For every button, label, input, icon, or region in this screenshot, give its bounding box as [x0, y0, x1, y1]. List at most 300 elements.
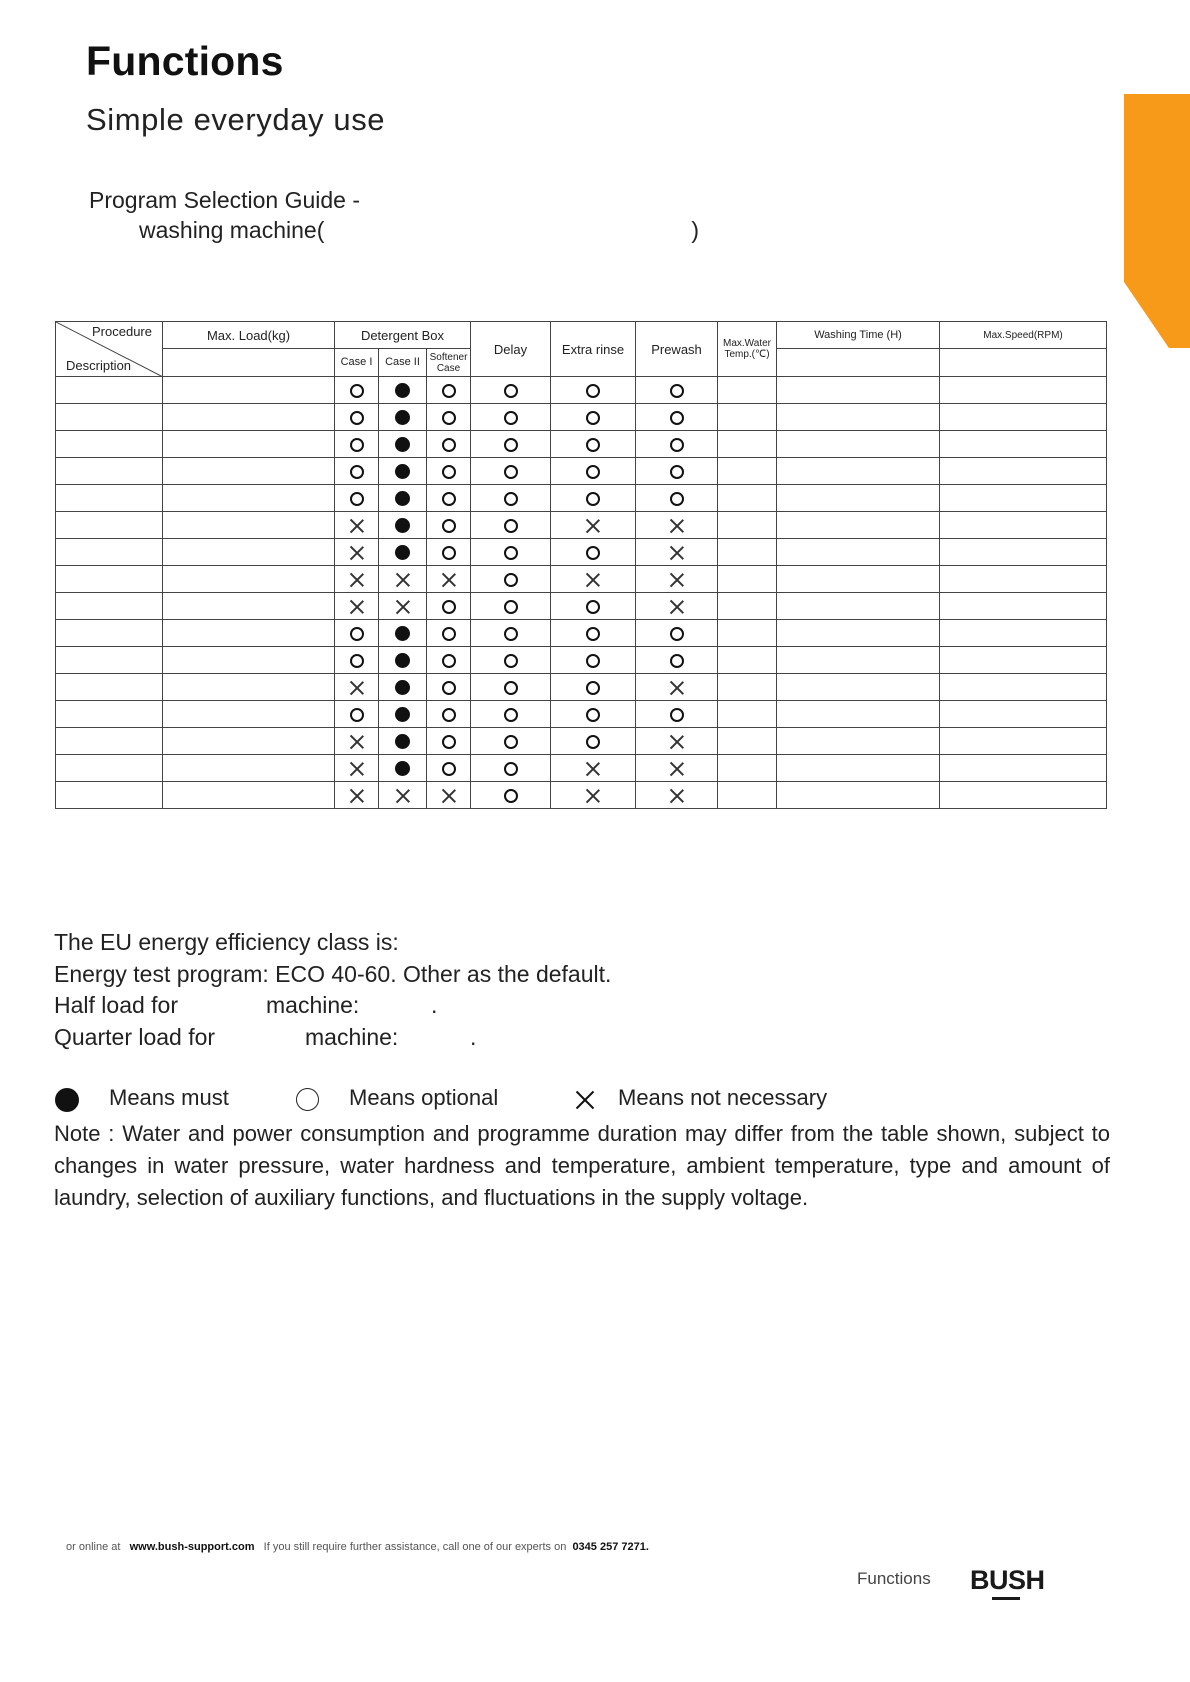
- delay-cell: [471, 701, 551, 728]
- prewash-cell: [636, 593, 718, 620]
- energy-class-line: The EU energy efficiency class is:: [54, 929, 399, 955]
- open-circle-icon: [504, 492, 518, 506]
- open-circle-icon: [586, 492, 600, 506]
- max-load-cell: [163, 620, 335, 647]
- open-circle-icon: [586, 681, 600, 695]
- case1-cell: [335, 539, 379, 566]
- delay-cell: [471, 620, 551, 647]
- case1-cell: [335, 458, 379, 485]
- delay-cell: [471, 593, 551, 620]
- max-speed-cell: [940, 539, 1107, 566]
- open-circle-icon: [670, 438, 684, 452]
- open-circle-icon: [350, 411, 364, 425]
- delay-cell: [471, 566, 551, 593]
- table-row: [56, 458, 1107, 485]
- filled-dot-icon: [395, 410, 410, 425]
- table-row: [56, 647, 1107, 674]
- filled-dot-icon: [395, 491, 410, 506]
- half-load-machine-label: machine:: [266, 992, 360, 1018]
- open-circle-icon: [350, 438, 364, 452]
- open-circle-icon: [586, 600, 600, 614]
- prewash-cell: [636, 728, 718, 755]
- prewash-cell: [636, 701, 718, 728]
- consumption-note: Note : Water and power consumption and programme duration may differ from the table shown, subject to changes in water pressure, water hardness and temperature, ambient temperature, type and amount of laundry, selection of auxiliary functions, and fluctuations in the supply voltage.: [54, 1121, 1110, 1210]
- delay-cell: [471, 485, 551, 512]
- cross-icon: [670, 789, 684, 803]
- filled-dot-icon: [395, 653, 410, 668]
- max-load-cell: [163, 539, 335, 566]
- open-circle-icon: [350, 627, 364, 641]
- open-circle-icon: [350, 708, 364, 722]
- open-circle-icon: [350, 654, 364, 668]
- max-speed-cell: [940, 647, 1107, 674]
- filled-dot-icon: [395, 464, 410, 479]
- max-load-cell: [163, 728, 335, 755]
- case2-cell: [379, 431, 427, 458]
- extra-rinse-cell: [551, 431, 636, 458]
- cross-icon: [350, 546, 364, 560]
- open-circle-icon: [670, 465, 684, 479]
- header-case-2: Case II: [379, 349, 427, 377]
- cross-icon: [396, 600, 410, 614]
- cross-icon: [670, 519, 684, 533]
- prewash-cell: [636, 404, 718, 431]
- extra-rinse-cell: [551, 566, 636, 593]
- page-subtitle: Simple everyday use: [86, 102, 386, 137]
- max-load-cell: [163, 701, 335, 728]
- open-circle-icon: [442, 762, 456, 776]
- section-tab-marker: [1124, 94, 1190, 348]
- washing-time-cell: [777, 647, 940, 674]
- extra-rinse-cell: [551, 701, 636, 728]
- max-load-cell: [163, 647, 335, 674]
- washing-time-cell: [777, 620, 940, 647]
- case1-cell: [335, 593, 379, 620]
- half-load-period: .: [431, 992, 438, 1018]
- max-load-cell: [163, 431, 335, 458]
- max-temp-cell: [718, 431, 777, 458]
- max-load-cell: [163, 458, 335, 485]
- table-row: [56, 755, 1107, 782]
- table-row: [56, 701, 1107, 728]
- description-cell: [56, 620, 163, 647]
- corner-procedure-label: Procedure: [92, 324, 152, 339]
- washing-time-cell: [777, 431, 940, 458]
- max-load-cell: [163, 512, 335, 539]
- table-row: [56, 782, 1107, 809]
- quarter-load-period: .: [470, 1023, 477, 1050]
- filled-dot-icon: [395, 545, 410, 560]
- case2-cell: [379, 755, 427, 782]
- max-speed-cell: [940, 512, 1107, 539]
- delay-cell: [471, 377, 551, 404]
- max-speed-cell: [940, 485, 1107, 512]
- prewash-cell: [636, 620, 718, 647]
- extra-rinse-cell: [551, 728, 636, 755]
- table-row: [56, 620, 1107, 647]
- table-row: [56, 377, 1107, 404]
- prewash-cell: [636, 512, 718, 539]
- extra-rinse-cell: [551, 782, 636, 809]
- max-temp-cell: [718, 728, 777, 755]
- open-circle-icon: [442, 384, 456, 398]
- footer-support-link[interactable]: www.bush-support.com: [129, 1541, 255, 1553]
- open-circle-icon: [504, 519, 518, 533]
- open-circle-icon: [670, 708, 684, 722]
- max-temp-cell: [718, 485, 777, 512]
- open-circle-icon: [504, 600, 518, 614]
- open-circle-icon: [504, 735, 518, 749]
- open-circle-icon: [442, 708, 456, 722]
- open-circle-icon: [504, 708, 518, 722]
- cross-icon: [670, 573, 684, 587]
- washing-time-cell: [777, 701, 940, 728]
- filled-dot-icon: [395, 680, 410, 695]
- case1-cell: [335, 647, 379, 674]
- cross-icon: [586, 762, 600, 776]
- footer-section-name: Functions: [857, 1569, 931, 1588]
- open-circle-icon: [504, 546, 518, 560]
- max-speed-cell: [940, 782, 1107, 809]
- softener-cell: [427, 404, 471, 431]
- extra-rinse-cell: [551, 485, 636, 512]
- cross-icon: [670, 546, 684, 560]
- table-row: [56, 512, 1107, 539]
- case1-cell: [335, 674, 379, 701]
- header-delay: Delay: [471, 322, 551, 377]
- description-cell: [56, 431, 163, 458]
- cross-icon: [576, 1091, 594, 1109]
- max-speed-cell: [940, 701, 1107, 728]
- delay-cell: [471, 647, 551, 674]
- max-temp-cell: [718, 377, 777, 404]
- open-circle-icon: [586, 438, 600, 452]
- max-temp-cell: [718, 701, 777, 728]
- case1-cell: [335, 566, 379, 593]
- footer-support-line: [66, 1541, 649, 1553]
- table-row: [56, 674, 1107, 701]
- max-temp-cell: [718, 404, 777, 431]
- brand-name: BUSH: [970, 1565, 1045, 1595]
- corner-header: [56, 322, 163, 377]
- open-circle-icon: [442, 492, 456, 506]
- washing-time-cell: [777, 458, 940, 485]
- max-speed-cell: [940, 620, 1107, 647]
- case1-cell: [335, 620, 379, 647]
- extra-rinse-cell: [551, 539, 636, 566]
- header-max-speed-blank: [940, 349, 1107, 377]
- open-circle-icon: [442, 546, 456, 560]
- case2-cell: [379, 647, 427, 674]
- description-cell: [56, 647, 163, 674]
- header-max-load-blank: [163, 349, 335, 377]
- prewash-cell: [636, 431, 718, 458]
- open-circle-icon: [442, 681, 456, 695]
- open-circle-icon: [670, 384, 684, 398]
- softener-cell: [427, 377, 471, 404]
- filled-dot-icon: [395, 761, 410, 776]
- open-circle-icon: [442, 735, 456, 749]
- energy-info: [54, 927, 611, 1053]
- open-circle-icon: [350, 384, 364, 398]
- description-cell: [56, 404, 163, 431]
- cross-icon: [350, 573, 364, 587]
- open-circle-icon: [504, 789, 518, 803]
- description-cell: [56, 458, 163, 485]
- header-max-speed: Max.Speed(RPM): [940, 322, 1107, 349]
- open-circle-icon: [504, 654, 518, 668]
- case2-cell: [379, 512, 427, 539]
- max-speed-cell: [940, 566, 1107, 593]
- case2-cell: [379, 458, 427, 485]
- open-circle-icon: [504, 681, 518, 695]
- cross-icon: [670, 681, 684, 695]
- cross-icon: [350, 762, 364, 776]
- header-prewash: Prewash: [636, 322, 718, 377]
- washing-time-cell: [777, 755, 940, 782]
- open-circle-icon: [350, 492, 364, 506]
- softener-cell: [427, 566, 471, 593]
- open-circle-icon: [504, 573, 518, 587]
- open-circle-icon: [504, 384, 518, 398]
- guide-line-2-text: washing machine(: [139, 217, 325, 243]
- extra-rinse-cell: [551, 674, 636, 701]
- filled-dot-icon: [395, 626, 410, 641]
- open-circle-icon: [442, 627, 456, 641]
- case2-cell: [379, 620, 427, 647]
- open-circle-icon: [504, 438, 518, 452]
- max-speed-cell: [940, 377, 1107, 404]
- cross-icon: [442, 789, 456, 803]
- extra-rinse-cell: [551, 377, 636, 404]
- max-temp-cell: [718, 566, 777, 593]
- description-cell: [56, 485, 163, 512]
- delay-cell: [471, 458, 551, 485]
- max-load-cell: [163, 782, 335, 809]
- extra-rinse-cell: [551, 755, 636, 782]
- open-circle-icon: [586, 708, 600, 722]
- open-circle-icon: [670, 411, 684, 425]
- footer-phone: 0345 257 7271.: [572, 1541, 649, 1553]
- table-body: [56, 377, 1107, 809]
- energy-test-program-line: Energy test program: ECO 40-60. Other as the default.: [54, 960, 612, 987]
- open-circle-icon: [442, 465, 456, 479]
- case2-cell: [379, 485, 427, 512]
- delay-cell: [471, 512, 551, 539]
- legend-not-necessary: Means not necessary: [618, 1085, 828, 1110]
- header-washing-time: Washing Time (H): [777, 322, 940, 349]
- quarter-load-line: [54, 1022, 611, 1054]
- max-temp-cell: [718, 620, 777, 647]
- prewash-cell: [636, 782, 718, 809]
- washing-time-cell: [777, 593, 940, 620]
- open-circle-icon: [586, 411, 600, 425]
- cross-icon: [442, 573, 456, 587]
- open-circle-icon: [442, 411, 456, 425]
- table-row: [56, 431, 1107, 458]
- guide-line-1: Program Selection Guide -: [89, 187, 361, 213]
- extra-rinse-cell: [551, 458, 636, 485]
- filled-dot-icon: [395, 707, 410, 722]
- softener-cell: [427, 431, 471, 458]
- program-selection-table: [55, 321, 1107, 809]
- prewash-cell: [636, 566, 718, 593]
- softener-cell: [427, 674, 471, 701]
- filled-dot-icon: [395, 383, 410, 398]
- half-load-label: Half load for: [54, 992, 179, 1018]
- prewash-cell: [636, 647, 718, 674]
- max-speed-cell: [940, 728, 1107, 755]
- cross-icon: [670, 600, 684, 614]
- max-temp-cell: [718, 782, 777, 809]
- extra-rinse-cell: [551, 404, 636, 431]
- brand-logo: [970, 1565, 1045, 1596]
- table-row: [56, 404, 1107, 431]
- prewash-cell: [636, 485, 718, 512]
- program-guide-heading: [89, 185, 699, 245]
- delay-cell: [471, 674, 551, 701]
- header-max-load: Max. Load(kg): [163, 322, 335, 349]
- softener-cell: [427, 512, 471, 539]
- quarter-load-machine-label: machine:: [305, 1023, 399, 1050]
- description-cell: [56, 593, 163, 620]
- case2-cell: [379, 674, 427, 701]
- softener-cell: [427, 728, 471, 755]
- cross-icon: [586, 789, 600, 803]
- prewash-cell: [636, 674, 718, 701]
- table-row: [56, 485, 1107, 512]
- symbol-legend: [54, 1085, 954, 1115]
- max-load-cell: [163, 377, 335, 404]
- delay-cell: [471, 539, 551, 566]
- max-temp-cell: [718, 593, 777, 620]
- case2-cell: [379, 782, 427, 809]
- header-extra-rinse: Extra rinse: [551, 322, 636, 377]
- description-cell: [56, 566, 163, 593]
- max-temp-cell: [718, 512, 777, 539]
- case2-cell: [379, 377, 427, 404]
- footer-assistance-text: If you still require further assistance, call one of our experts on: [263, 1541, 567, 1553]
- washing-time-cell: [777, 674, 940, 701]
- softener-cell: [427, 701, 471, 728]
- open-circle-icon: [442, 438, 456, 452]
- header-case-1: Case I: [335, 349, 379, 377]
- open-circle-icon: [670, 627, 684, 641]
- cross-icon: [586, 573, 600, 587]
- washing-time-cell: [777, 377, 940, 404]
- extra-rinse-cell: [551, 620, 636, 647]
- case1-cell: [335, 485, 379, 512]
- washing-time-cell: [777, 404, 940, 431]
- open-circle-icon: [350, 465, 364, 479]
- max-speed-cell: [940, 593, 1107, 620]
- page-title: Functions: [86, 38, 284, 84]
- softener-cell: [427, 755, 471, 782]
- max-load-cell: [163, 674, 335, 701]
- cross-icon: [396, 573, 410, 587]
- delay-cell: [471, 755, 551, 782]
- case2-cell: [379, 728, 427, 755]
- open-circle-icon: [670, 492, 684, 506]
- open-circle-icon: [586, 546, 600, 560]
- open-circle-icon: [442, 654, 456, 668]
- max-load-cell: [163, 404, 335, 431]
- cross-icon: [350, 681, 364, 695]
- table-row: [56, 566, 1107, 593]
- cross-icon: [670, 762, 684, 776]
- washing-time-cell: [777, 566, 940, 593]
- max-speed-cell: [940, 674, 1107, 701]
- cross-icon: [396, 789, 410, 803]
- guide-line-2: [139, 215, 699, 245]
- delay-cell: [471, 728, 551, 755]
- washing-time-cell: [777, 728, 940, 755]
- open-circle-icon: [504, 465, 518, 479]
- description-cell: [56, 512, 163, 539]
- washing-time-cell: [777, 539, 940, 566]
- corner-description-label: Description: [66, 358, 132, 373]
- case2-cell: [379, 701, 427, 728]
- softener-cell: [427, 647, 471, 674]
- legend-must: Means must: [109, 1085, 229, 1110]
- case2-cell: [379, 566, 427, 593]
- case1-cell: [335, 431, 379, 458]
- extra-rinse-cell: [551, 512, 636, 539]
- filled-dot-icon: [395, 518, 410, 533]
- description-cell: [56, 674, 163, 701]
- description-cell: [56, 782, 163, 809]
- open-circle-icon: [586, 627, 600, 641]
- max-temp-cell: [718, 539, 777, 566]
- open-circle-icon: [586, 465, 600, 479]
- cross-icon: [350, 600, 364, 614]
- max-speed-cell: [940, 458, 1107, 485]
- header-softener-case: Softener Case: [427, 349, 471, 377]
- header-detergent-box: Detergent Box: [335, 322, 471, 349]
- softener-cell: [427, 620, 471, 647]
- open-circle-icon: [504, 762, 518, 776]
- open-circle-icon: [586, 384, 600, 398]
- description-cell: [56, 755, 163, 782]
- description-cell: [56, 539, 163, 566]
- washing-time-cell: [777, 512, 940, 539]
- extra-rinse-cell: [551, 647, 636, 674]
- half-load-line: [54, 990, 611, 1022]
- softener-cell: [427, 782, 471, 809]
- prewash-cell: [636, 539, 718, 566]
- open-circle-icon: [670, 654, 684, 668]
- open-circle-icon: [586, 654, 600, 668]
- case1-cell: [335, 512, 379, 539]
- case1-cell: [335, 728, 379, 755]
- case1-cell: [335, 782, 379, 809]
- case2-cell: [379, 404, 427, 431]
- softener-cell: [427, 485, 471, 512]
- table-row: [56, 593, 1107, 620]
- max-load-cell: [163, 566, 335, 593]
- cross-icon: [670, 735, 684, 749]
- guide-close-paren: ): [691, 217, 699, 243]
- case1-cell: [335, 701, 379, 728]
- header-max-water-temp: Max.Water Temp.(℃): [718, 322, 777, 377]
- max-temp-cell: [718, 458, 777, 485]
- max-speed-cell: [940, 404, 1107, 431]
- brand-underline: [992, 1597, 1020, 1600]
- delay-cell: [471, 782, 551, 809]
- open-circle-icon: [442, 519, 456, 533]
- footer-prefix: or online at: [66, 1541, 121, 1553]
- open-circle-icon: [296, 1088, 319, 1111]
